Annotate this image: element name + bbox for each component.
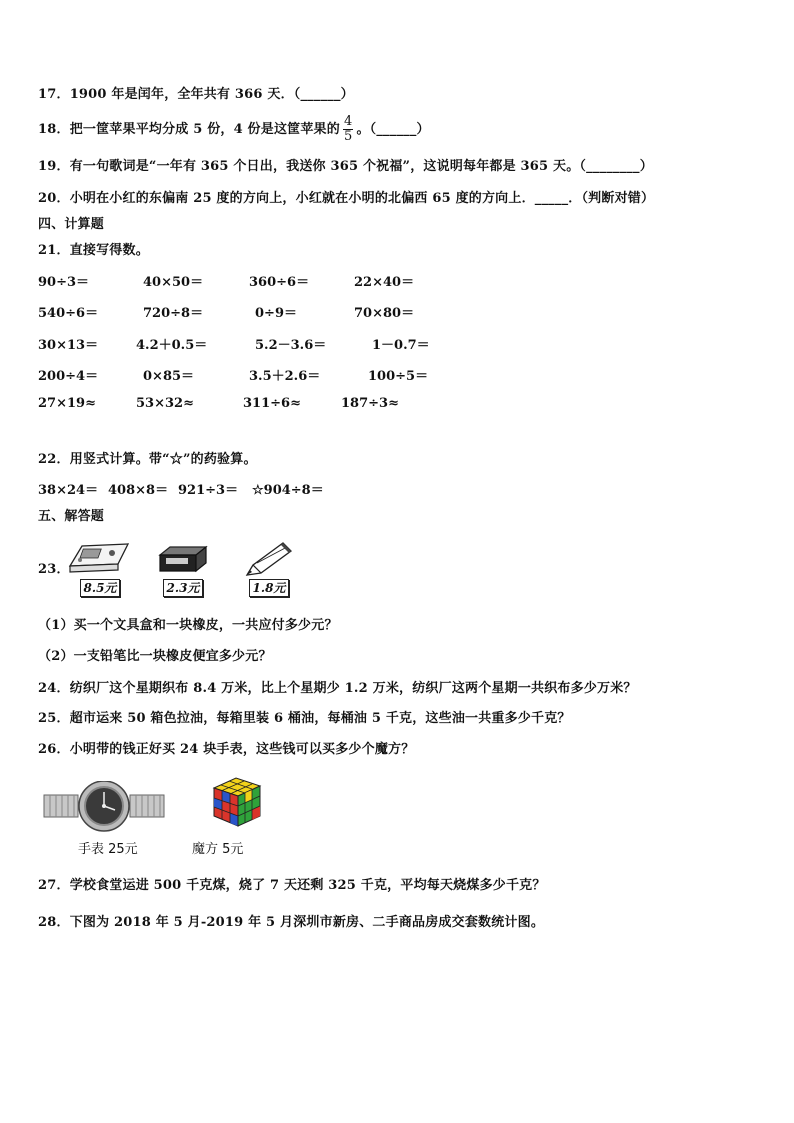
fraction-denominator: 5 <box>343 129 353 144</box>
calc-item: 0÷9＝ <box>255 306 297 321</box>
calc-item: 30×13＝ <box>38 338 99 353</box>
calc-item: 200÷4＝ <box>38 369 99 384</box>
calc-item: 0×85＝ <box>143 369 195 384</box>
calc-item: 53×32≈ <box>136 396 194 411</box>
question-23-label: 23． <box>38 562 70 577</box>
vertical-calc-item: 921÷3＝ <box>178 483 239 498</box>
cube-caption: 魔方 5元 <box>192 842 244 857</box>
calc-item: 360÷6＝ <box>249 275 310 290</box>
question-18-blank: 。（______） <box>356 122 430 137</box>
calc-item: 720÷8＝ <box>143 306 204 321</box>
calc-item: 27×19≈ <box>38 396 96 411</box>
question-18-text: 18．把一筐苹果平均分成 5 份，4 份是这筐苹果的 <box>38 122 340 137</box>
price-tag: 2.3元 <box>163 579 203 597</box>
question-18 <box>38 115 430 144</box>
fraction-numerator: 4 <box>343 114 353 129</box>
vertical-calc-item: 408×8＝ <box>108 483 169 498</box>
calc-item: 90÷3＝ <box>38 275 90 290</box>
eraser-image <box>156 543 208 575</box>
vertical-calc-item: 38×24＝ <box>38 483 99 498</box>
question-25: 25．超市运来 50 箱色拉油，每箱里装 6 桶油，每桶油 5 千克，这些油一共重多少千克？ <box>38 711 571 726</box>
question-23-part-1: （1）买一个文具盒和一块橡皮，一共应付多少元？ <box>38 618 338 633</box>
question-17: 17．1900 年是闰年，全年共有 366 天．（______） <box>38 87 354 102</box>
watch-caption: 手表 25元 <box>78 842 138 857</box>
question-26: 26．小明带的钱正好买 24 块手表，这些钱可以买多少个魔方？ <box>38 742 415 757</box>
calc-item: 311÷6≈ <box>243 396 301 411</box>
section-heading-word-problems: 五、解答题 <box>38 509 105 524</box>
calc-item: 100÷5＝ <box>368 369 429 384</box>
section-heading-calculation: 四、计算题 <box>38 217 105 232</box>
rubiks-cube-image <box>210 774 264 830</box>
calc-item: 4.2＋0.5＝ <box>136 338 208 353</box>
pencil-box-image <box>66 536 132 576</box>
question-19: 19．有一句歌词是“一年有 365 个日出，我送你 365 个祝福”，这说明每年都是 365 天。（________） <box>38 159 653 174</box>
calc-item: 3.5＋2.6＝ <box>249 369 321 384</box>
fraction <box>343 115 353 144</box>
question-24: 24．纺织厂这个星期织布 8.4 万米，比上个星期少 1.2 万米，纺织厂这两个星期一共织布多少万米？ <box>38 681 637 696</box>
question-22: 22．用竖式计算。带“☆”的药验算。 <box>38 452 257 467</box>
calc-item: 5.2－3.6＝ <box>255 338 327 353</box>
price-tag: 8.5元 <box>80 579 120 597</box>
question-28: 28．下图为 2018 年 5 月-2019 年 5 月深圳市新房、二手商品房成交套数统计图。 <box>38 915 545 930</box>
price-tag: 1.8元 <box>249 579 289 597</box>
question-23-part-2: （2）一支铅笔比一块橡皮便宜多少元？ <box>38 649 272 664</box>
watch-image <box>42 781 166 833</box>
vertical-calc-item: ☆904÷8＝ <box>252 483 324 498</box>
calc-item: 40×50＝ <box>143 275 204 290</box>
question-27: 27．学校食堂运进 500 千克煤，烧了 7 天还剩 325 千克，平均每天烧煤多少千克？ <box>38 878 546 893</box>
calc-item: 540÷6＝ <box>38 306 99 321</box>
pencil-image <box>243 541 293 579</box>
calc-item: 187÷3≈ <box>341 396 399 411</box>
question-21: 21．直接写得数。 <box>38 243 149 258</box>
calc-item: 22×40＝ <box>354 275 415 290</box>
calc-item: 70×80＝ <box>354 306 415 321</box>
calc-item: 1－0.7＝ <box>372 338 430 353</box>
question-20: 20．小明在小红的东偏南 25 度的方向上，小红就在小明的北偏西 65 度的方向上．_____．（判断对错） <box>38 191 655 206</box>
